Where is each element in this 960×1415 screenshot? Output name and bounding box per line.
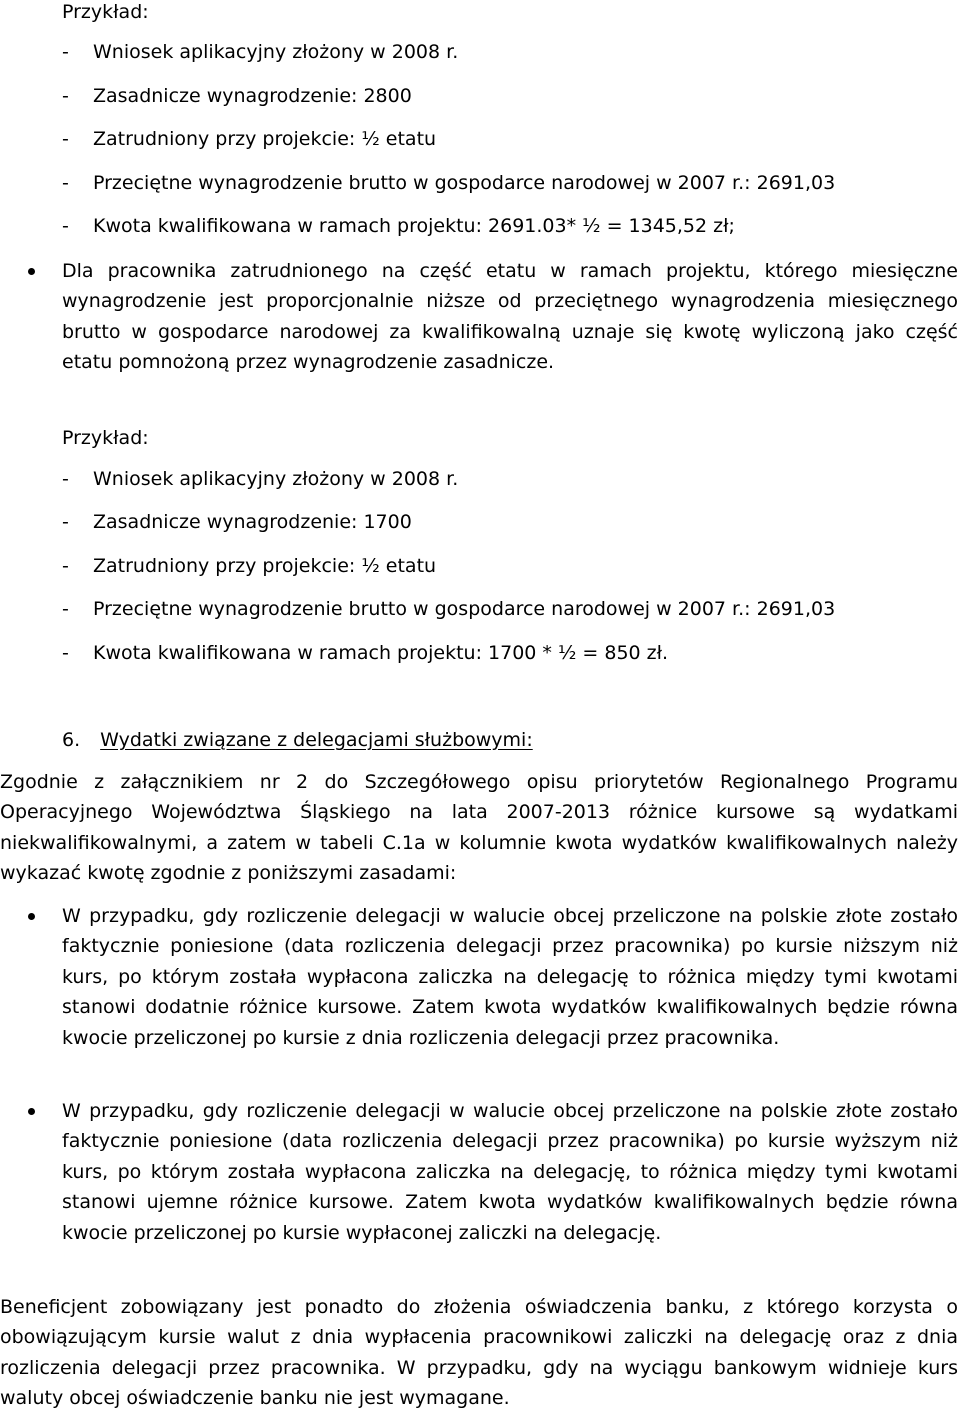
closing-paragraph: Beneficjent zobowiązany jest ponadto do złożenia oświadczenia banku, z którego korzysta o obowiązującym kursie walut z dnia wypłacenia pracownikowi zaliczki na delegację oraz z dnia rozliczenia delegacji przez pracownika. W przypadku, gdy na wyciągu bankowym widnieje kurs waluty obcej oświadczenie banku nie jest wymagane. <box>0 1296 958 1410</box>
section-heading <box>62 728 533 752</box>
example2-item: - Zasadnicze wynagrodzenie: 1700 <box>62 511 412 533</box>
example2-label: Przykład: <box>62 427 149 449</box>
part-time-paragraph: Dla pracownika zatrudnionego na część etatu w ramach projektu, którego miesięczne wynagrodzenie jest proporcjonalnie niższe od przeciętnego wynagrodzenia miesięcznego brutto w gospodarce narodowej za kwalifikowalną uznaje się kwotę wyliczoną jako część etatu pomnożoną przez wynagrodzenie zasadnicze. <box>62 260 958 374</box>
example2-item: - Kwota kwalifikowana w ramach projektu: 1700 * ½ = 850 zł. <box>62 642 669 664</box>
bullet-paragraph: W przypadku, gdy rozliczenie delegacji w walucie obcej przeliczone na polskie złote zostało faktycznie poniesione (data rozliczenia delegacji przez pracownika) po kursie niższym niż kurs, po którym została wypłacona zaliczka na delegację to różnica między tymi kwotami stanowi dodatnie różnice kursowe. Zatem kwota wydatków kwalifikowalnych będzie równa kwocie przeliczonej po kursie z dnia rozliczenia delegacji przez pracownika. <box>62 905 958 1049</box>
example1-item: - Przeciętne wynagrodzenie brutto w gospodarce narodowej w 2007 r.: 2691,03 <box>62 172 836 194</box>
example1-item: - Zasadnicze wynagrodzenie: 2800 <box>62 85 412 107</box>
example1-item: - Zatrudniony przy projekcie: ½ etatu <box>62 128 437 150</box>
example2-item: - Wniosek aplikacyjny złożony w 2008 r. <box>62 468 459 490</box>
section-number: 6. <box>62 729 81 751</box>
bullet-icon <box>28 1108 35 1115</box>
example1-label: Przykład: <box>62 1 149 23</box>
bullet-icon <box>28 268 35 275</box>
example2-item: - Zatrudniony przy projekcie: ½ etatu <box>62 555 437 577</box>
section-title: Wydatki związane z delegacjami służbowymi: <box>100 729 533 751</box>
intro-paragraph: Zgodnie z załącznikiem nr 2 do Szczegółowego opisu priorytetów Regionalnego Programu Operacyjnego Województwa Śląskiego na lata 2007-2013 różnice kursowe są wydatkami niekwalifikowalnymi, a zatem w tabeli C.1a w kolumnie kwota wydatków kwalifikowalnych należy wykazać kwotę zgodnie z poniższymi zasadami: <box>0 771 958 885</box>
example1-item: - Kwota kwalifikowana w ramach projektu: 2691.03* ½ = 1345,52 zł; <box>62 215 735 237</box>
example1-item: - Wniosek aplikacyjny złożony w 2008 r. <box>62 41 459 63</box>
example2-item: - Przeciętne wynagrodzenie brutto w gospodarce narodowej w 2007 r.: 2691,03 <box>62 598 836 620</box>
bullet-icon <box>28 913 35 920</box>
bullet-paragraph: W przypadku, gdy rozliczenie delegacji w walucie obcej przeliczone na polskie złote zostało faktycznie poniesione (data rozliczenia delegacji przez pracownika) po kursie wyższym niż kurs, po którym została wypłacona zaliczka na delegację, to różnica między tymi kwotami stanowi ujemne różnice kursowe. Zatem kwota wydatków kwalifikowalnych będzie równa kwocie przeliczonej po kursie wypłaconej zaliczki na delegację. <box>62 1100 958 1244</box>
